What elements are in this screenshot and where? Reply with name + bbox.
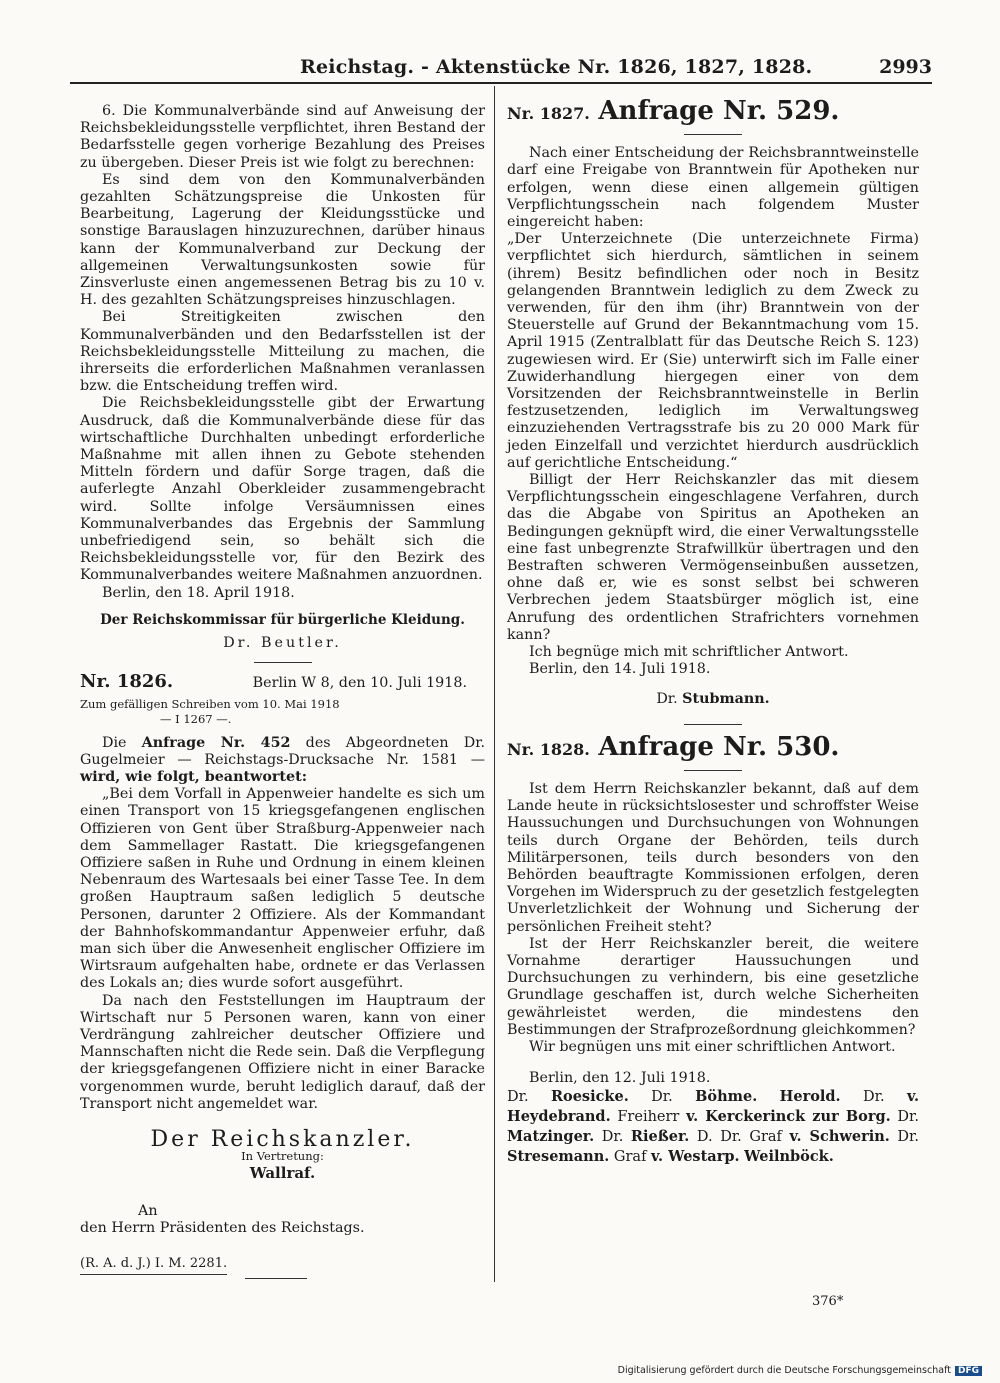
intro-paragraph: [80, 735, 485, 787]
signer-prefix: Dr.: [840, 1089, 907, 1106]
credit-text: Digitalisierung gefördert durch die Deutsche Forschungsgemeinschaft: [617, 1365, 951, 1376]
digitization-credit: [618, 1365, 982, 1376]
anfrage-529-signature: [507, 691, 919, 708]
paragraph-streitigkeiten: Bei Streitigkeiten zwischen den Kommunalverbänden und den Bedarfsstellen ist der Reichsbekleidungsstelle Mitteilung zu machen, die ihrerseits die erforderlichen Maßnahmen veranlassen bzw. die Entscheidung treffen wird.: [80, 309, 485, 395]
anfrage-529-date: Berlin, den 14. Juli 1918.: [529, 661, 711, 678]
header-rule: [70, 82, 932, 84]
intro-text-b: des Abgeordneten Dr. Gugelmeier — Reichstags-Drucksache Nr. 1581 —: [80, 734, 486, 768]
separator: [684, 134, 742, 135]
column-divider: [494, 86, 495, 1282]
anfrage-529-paragraph-1: Nach einer Entscheidung der Reichsbranntweinstelle darf eine Freigabe von Branntwein für Apotheken nur erfolgen, wenn diese einen allgemein gültigen Verpflichtungsschein nach folgendem Muster eingereicht haben:: [507, 145, 919, 231]
paragraph-erwartung: Die Reichsbekleidungsstelle gibt der Erwartung Ausdruck, daß die Kommunalverbände diese für das wirtschaftliche Durchhalten unbedingt erforderliche Maßnahme mit allen ihnen zu Gebote stehenden Mitteln fördern und dafür Sorge tragen, daß die auferlegte Anzahl Oberkleider zusammengebracht wird. Sollte infolge Versäumnissen eines Kommunalverbandes das Ergebnis der Sammlung unbefriedigend sein, so behält sich die Reichsbekleidungsstelle vor, für den Bezirk des Kommunalverbandes weitere Maßnahmen anzuordnen.: [80, 395, 485, 584]
signer-prefix: Dr.: [628, 1089, 696, 1106]
signer-name: v. Schwerin.: [789, 1128, 890, 1146]
signer-prefix: D. Dr. Graf: [689, 1129, 790, 1146]
anfrage-529-paragraph-2: Billigt der Herr Reichskanzler das mit diesem Verpflichtungsschein eingeschlagene Verfahren, durch das die Abgabe von Spiritus an Apotheken an Bedingungen geknüpft wird, die einer Verwaltungsstelle eine fast unbegrenzte Strafwillkür übertragen und den Bestraften schweren Vermögenseinbußen aussetzen, ohne daß er, wie es sonst selbst bei schweren Verbrechen jedem Staatsbürger möglich ist, eine Anrufung des ordentlichen Strafrichters vornehmen kann?: [507, 472, 919, 643]
anfrage-529-number: Nr. 1827.: [507, 104, 590, 123]
signer-prefix: Dr.: [889, 1129, 920, 1146]
signature-organization: Der Reichskommissar für bürgerliche Kleidung.: [100, 611, 465, 628]
header-title: Reichstag. - Aktenstücke Nr. 1826, 1827, 1828.: [300, 56, 813, 78]
signer-name: v. Kerckerinck zur Borg.: [686, 1108, 891, 1126]
page-header: [70, 52, 932, 82]
signer-name: Weilnböck.: [744, 1148, 834, 1166]
signature-number: 376*: [812, 1294, 844, 1309]
signer-name: v. Heydebrand.: [507, 1088, 919, 1126]
left-column: [80, 103, 485, 1275]
separator: [684, 724, 742, 725]
signature-name: Dr. Beutler.: [223, 635, 342, 652]
anfrage-529-title: Anfrage Nr. 529.: [598, 96, 840, 126]
paragraph-6: 6. Die Kommunalverbände sind auf Anweisung der Reichsbekleidungsstelle verpflichtet, ihren Bestand der Bedarfsstelle gegen vorherige Bezahlung des Preises zu übergeben. Dieser Preis ist wie folgt zu berechnen:: [80, 103, 485, 171]
signer-name: Matzinger.: [507, 1128, 595, 1146]
document-number-row: [80, 673, 485, 695]
date-line: Berlin, den 18. April 1918.: [102, 584, 295, 601]
addressee-an: An: [138, 1202, 158, 1219]
reichskanzler-signature: Der Reichskanzler.: [150, 1126, 415, 1152]
footer-reference: (R. A. d. J.) I. M. 2281.: [80, 1255, 227, 1275]
anfrage-530-title: Anfrage Nr. 530.: [598, 731, 840, 762]
addressee-line: den Herrn Präsidenten des Reichstags.: [80, 1219, 365, 1236]
right-column: [507, 96, 920, 1167]
signer-name: Böhme.: [695, 1088, 758, 1106]
anfrage-529-heading: [507, 96, 919, 126]
anfrage-529-paragraph-3: Ich begnüge mich mit schriftlicher Antwort.: [529, 644, 849, 661]
anfrage-530-number: Nr. 1828.: [507, 739, 590, 759]
document-date: Berlin W 8, den 10. Juli 1918.: [252, 675, 467, 692]
signer-name: v. Westarp.: [651, 1148, 740, 1166]
separator: [254, 662, 312, 663]
reference-number: — I 1267 —.: [160, 712, 232, 727]
anfrage-530-paragraph-2: Ist der Herr Reichskanzler bereit, die weitere Vornahme derartiger Haussuchungen und Durchsuchungen zu verhindern, bis eine gesetzliche Grundlage geschaffen ist, durch welche Sicherheiten gewährleistet werden, die mindestens den Bestimmungen der Strafprozeßordnung gleichkommen?: [507, 935, 919, 1038]
answer-paragraph-2: Da nach den Feststellungen im Hauptraum der Wirtschaft nur 5 Personen waren, kann von einer Verdrängung zahlreicher deutscher Offiziere und Mannschaften nicht die Rede sein. Daß die Verpflegung der kriegsgefangenen Offiziere nicht in einer Baracke vorgenommen wurde, beruht lediglich darauf, daß der Transport nicht angemeldet war.: [80, 992, 485, 1112]
signers-list: [507, 1087, 919, 1167]
signer-prefix: [757, 1089, 779, 1105]
separator: [684, 770, 742, 771]
signer-prefix: Freiherr: [610, 1109, 687, 1126]
anfrage-530-heading: [507, 731, 919, 762]
anfrage-529-quote: „Der Unterzeichnete (Die unterzeichnete Firma) verpflichtet sich hierdurch, sämtlichen in seinem (ihrem) Besitz befindlichen oder noch in Besitz gelangenden Branntwein lediglich zu dem Zweck zu verwenden, für den ihm (ihr) Branntwein von der Steuerstelle auf Grund der Bekanntmachung vom 15. April 1915 (Zentralblatt für das Deutsche Reich S. 123) zugewiesen wird. Er (Sie) unterwirft sich im Falle einer Zuwiderhandlung hiergegen einer von dem Vorsitzenden der Reichsbranntweinstelle in Berlin festzusetzenden, lediglich im Verwaltungsweg einzuziehenden Vertragsstrafe bis zu 20 000 Mark für jeden Einzelfall und verzichtet hierdurch ausdrücklich auf gerichtliche Entscheidung.“: [507, 231, 919, 471]
anfrage-530-date: Berlin, den 12. Juli 1918.: [529, 1070, 711, 1087]
signer-prefix: Dr.: [507, 1089, 551, 1106]
signer-name: Rießer.: [630, 1128, 690, 1146]
dfg-logo: DFG: [955, 1366, 982, 1376]
signer-name: Herold.: [779, 1088, 841, 1106]
page-number: 2993: [879, 56, 932, 78]
anfrage-452-ref: Anfrage Nr. 452: [141, 734, 291, 751]
signer-prefix: Dr.: [594, 1129, 631, 1146]
signer-name: Roesicke.: [550, 1088, 629, 1106]
anfrage-530-paragraph-1: Ist dem Herrn Reichskanzler bekannt, daß auf dem Lande heute in rücksichtslosester und schroffster Weise Haussuchungen und Durchsuchungen von Wohnungen teils durch Organe der Behörden, teils durch Militärpersonen, teils durch besonders von den Behörden beauftragte Kommissionen erfolgen, deren Vorgehen im Widerspruch zu der gesetzlich festgelegten Unverletzlichkeit der Wohnung und Sicherung der persönlichen Freiheit steht?: [507, 780, 919, 935]
wallraf-signature: Wallraf.: [249, 1164, 316, 1183]
anfrage-530-paragraph-3: Wir begnügen uns mit einer schriftlichen Antwort.: [529, 1038, 896, 1055]
signer-prefix: Graf: [609, 1149, 652, 1166]
signer-prefix: Dr.: [890, 1109, 919, 1126]
document-number: Nr. 1826.: [80, 671, 174, 693]
anfrage-529-sig-prefix: Dr.: [656, 690, 683, 707]
signer-name: Stresemann.: [507, 1148, 610, 1166]
footnote-rule: [245, 1278, 307, 1279]
paragraph-6b: Es sind dem von den Kommunalverbänden gezahlten Schätzungspreise die Unkosten für Bearbeitung, Lagerung der Kleidungsstücke und sonstige Barauslagen hinzuzurechnen, darüber hinaus kann der Kommunalverband zur Deckung der allgemeinen Verwaltungsunkosten sowie für Zinsverluste einen angemessenen Betrag bis zu 10 v. H. des gezahlten Schätzungspreises hinzuschlagen.: [80, 171, 485, 309]
intro-text-a: Die: [102, 734, 142, 751]
answer-paragraph-1: „Bei dem Vorfall in Appenweier handelte es sich um einen Transport von 15 kriegsgefangenen englischen Offizieren von Gent über Straßburg-Appenweier nach dem Sammellager Rastatt. Die kriegsgefangenen Offiziere saßen in Ruhe und Ordnung in einem kleinen Nebenraum des Wartesaals bei einer Tasse Tee. In dem großen Hauptraum saßen lediglich 5 deutsche Personen, darunter 2 Offiziere. Als der Kommandant der Bahnhofskommandantur Appenweier erfuhr, daß man sich über die Anwesenheit englischer Offiziere im Wirtsraum aufgehalten habe, ordnete er das Verlassen des Lokals an; dies wurde sofort ausgeführt.: [80, 786, 485, 992]
intro-bold-answer: wird, wie folgt, beantwortet:: [80, 768, 308, 785]
reference-line: Zum gefälligen Schreiben vom 10. Mai 1918: [80, 697, 340, 712]
in-vertretung: In Vertretung:: [241, 1149, 324, 1164]
anfrage-529-sig-name: Stubmann.: [682, 690, 770, 707]
